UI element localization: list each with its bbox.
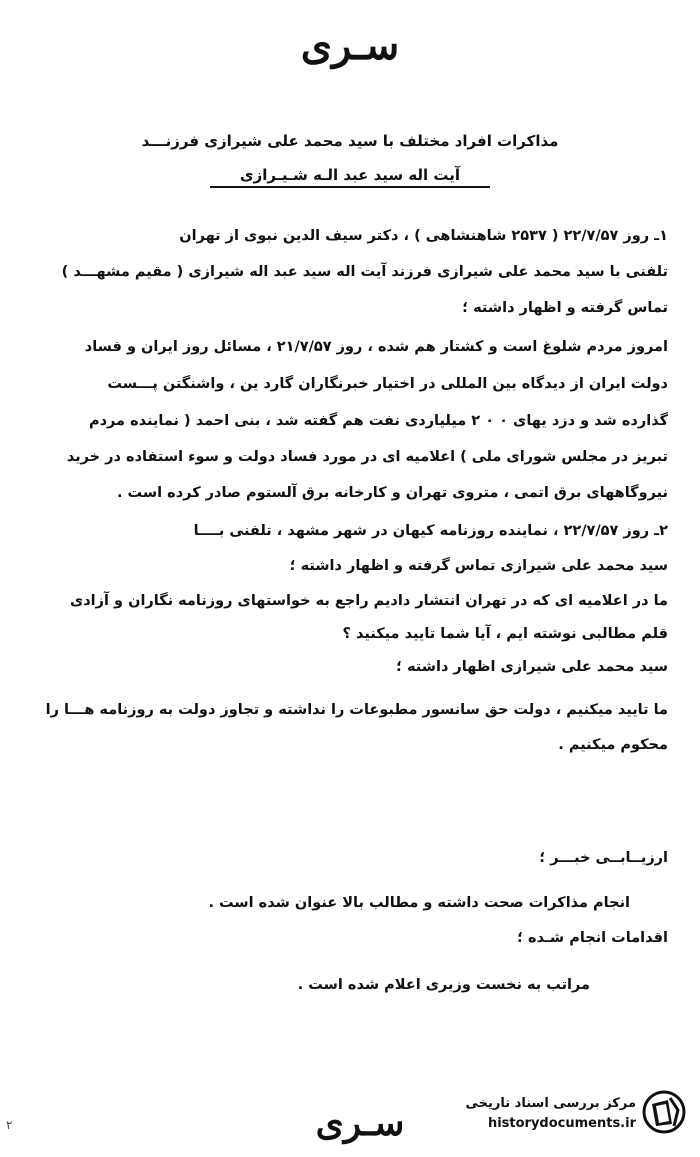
body-line: تماس گرفته و اظهار داشته ؛ [462,300,668,316]
archive-logo-icon [642,1090,686,1134]
evaluation-label: ارزیــابــی خبـــر ؛ [539,850,668,866]
evaluation-text: انجام مذاکرات صحت داشته و مطالب بالا عنوان شده است . [208,895,630,911]
body-line: ما در اعلامیه ای که در تهران انتشار دادیم راجع به خواستهای روزنامه نگاران و آزادی [69,593,668,609]
body-line: قلم مطالبی نوشته ایم ، آیا شما تایید میکنید ؟ [342,626,668,642]
document-title-line2: آیت اله سید عبد الـه شـیـرازی [210,166,490,188]
actions-text: مراتب به نخست وزیری اعلام شده است . [297,977,590,993]
body-line: تلفنی با سید محمد علی شیرازی فرزند آیت اله سید عبد اله شیرازی ( مقیم مشهـــد ) [61,264,668,280]
body-line: ما تایید میکنیم ، دولت حق سانسور مطبوعات را نداشته و تجاوز دولت به روزنامه هـــا را [45,702,668,718]
body-line: ۱ـ روز ۲۲/۷/۵۷ ( ۲۵۳۷ شاهنشاهی ) ، دکتر سیف الدین نبوی از تهران [179,228,668,244]
document-title-line1: مذاکرات افراد مختلف با سید محمد علی شیرازی فرزنـــد [141,132,559,150]
body-line: نیروگاههای برق اتمی ، متروی تهران و کارخانه برق آلستوم صادر کرده است . [117,485,668,501]
body-line: گذارده شد و دزد یهای ۰ ۰ ۲ میلیاردی نفت هم گفته شد ، بنی احمد ( نماینده مردم [88,413,668,429]
archive-watermark [416,1088,686,1140]
watermark-name: مرکز بررسی اسناد تاریخی [465,1096,636,1111]
body-line: محکوم میکنیم . [558,737,668,753]
document-title-line2-wrap [0,165,700,188]
classification-footer: سـری [315,1102,405,1144]
body-line: سید محمد علی شیرازی تماس گرفته و اظهار داشته ؛ [289,558,668,574]
actions-label: اقدامات انجام شـده ؛ [517,930,668,946]
body-line: امروز مردم شلوغ است و کشتار هم شده ، روز ۲۱/۷/۵۷ ، مسائل روز ایران و فساد [84,339,668,355]
body-line: ۲ـ روز ۲۲/۷/۵۷ ، نماینده روزنامه کیهان در شهر مشهد ، تلفنی بــــا [193,523,668,539]
classification-header: سـری [300,22,400,69]
body-line: دولت ایران از دیدگاه بین المللی در اختیار خبرنگاران گارد ین ، واشنگتن پـــست [107,376,668,392]
body-line: سید محمد علی شیرازی اظهار داشته ؛ [396,659,668,675]
watermark-url: historydocuments.ir [487,1116,636,1131]
body-line: تبریز در مجلس شورای ملی ) اعلامیه ای در مورد فساد دولت و سوء استفاده در خرید [66,449,668,465]
corner-mark: ۲ [6,1118,13,1132]
